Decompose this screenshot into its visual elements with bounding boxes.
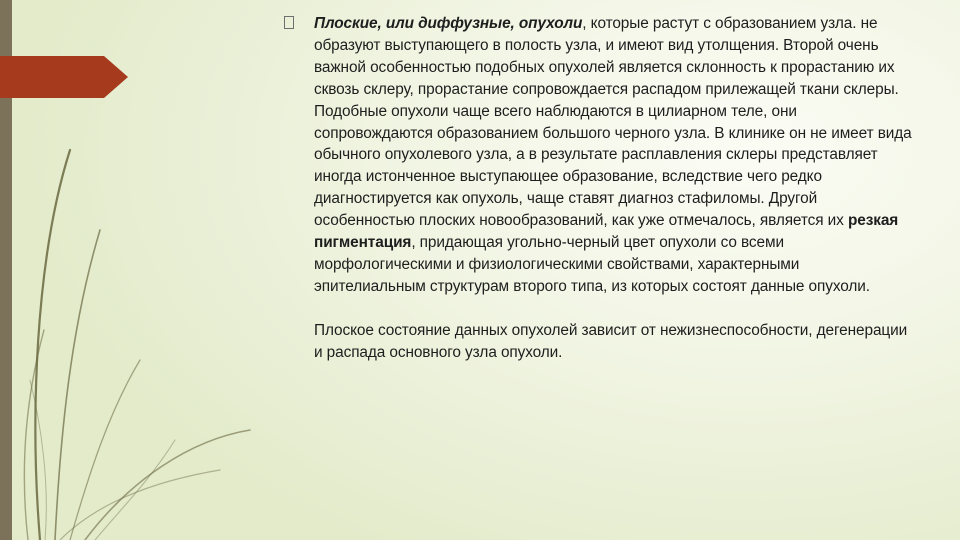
lead-emphasis: Плоские, или диффузные, опухоли — [314, 15, 583, 32]
text-body — [314, 13, 914, 363]
paragraph-spacer — [314, 298, 914, 320]
paragraph-main-text-a: , которые растут с образованием узла. не образуют выступающего в полость узла, и имеют вид утолщения. Второй очень важной особенностью подобных опухолей является склонность к прорастанию их сквозь склеру, прорастание сопровождается распадом прилежащей ткани склеры. Подобные опухоли чаще всего наблюдаются в цилиарном теле, они сопровождаются образованием большого черного узла. В клинике он не имеет вида обычного опухолевого узла, а в результате расплавления склеры представляет иногда истонченное выступающее образование, вследствие чего редко диагностируется как опухоль, чаще ставят диагноз стафиломы. Другой особенностью плоских новообразований, как уже отмечалось, является их — [314, 15, 912, 230]
bold-term: резкая пигментация — [314, 212, 899, 252]
paragraph-main — [314, 13, 914, 298]
paragraph-main-text-b: , придающая угольно-черный цвет опухоли со всеми морфологическими и физиологическими свойствами, характерными эпителиальным структурам второго типа, из которых состоят данные опухоли. — [314, 234, 870, 295]
accent-arrow-shape — [0, 56, 128, 98]
bullet-square-icon — [284, 16, 294, 29]
paragraph-second: Плоское состояние данных опухолей зависит от нежизнеспособности, дегенерации и распада основного узла опухоли. — [314, 321, 908, 361]
